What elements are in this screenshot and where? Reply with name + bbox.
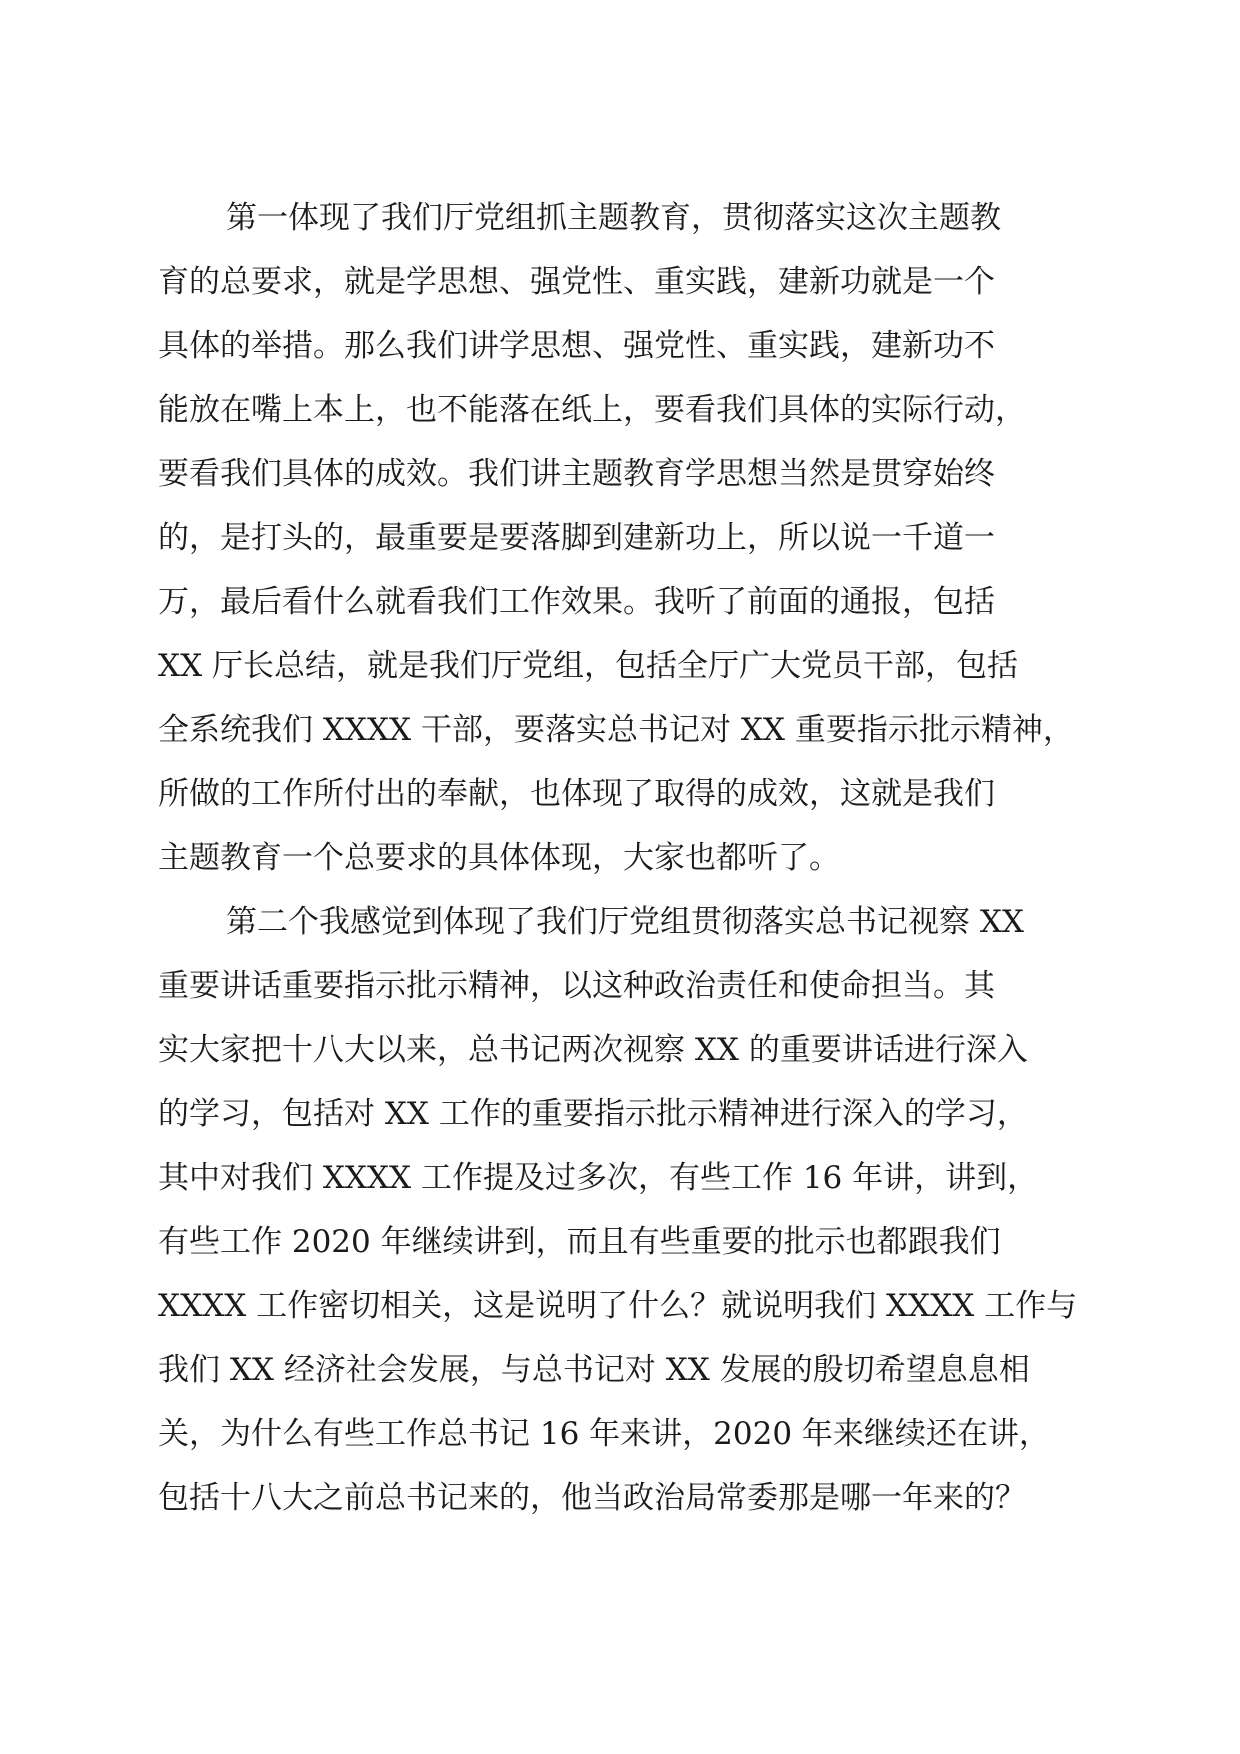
paragraph-line: 万，最后看什么就看我们工作效果。我听了前面的通报，包括 — [158, 584, 995, 620]
paragraph-line: 第一体现了我们厅党组抓主题教育，贯彻落实这次主题教 — [226, 200, 1001, 236]
paragraph-line: 具体的举措。那么我们讲学思想、强党性、重实践，建新功不 — [158, 328, 995, 364]
paragraph-line: 主题教育一个总要求的具体体现，大家也都听了。 — [158, 840, 840, 876]
paragraph-line: 所做的工作所付出的奉献，也体现了取得的成效，这就是我们 — [158, 776, 995, 812]
paragraph-line: 关，为什么有些工作总书记 16 年来讲，2020 年来继续还在讲， — [158, 1416, 1050, 1452]
paragraph-line: 育的总要求，就是学思想、强党性、重实践，建新功就是一个 — [158, 264, 995, 300]
paragraph-line: XXXX 工作密切相关，这是说明了什么？就说明我们 XXXX 工作与 — [158, 1288, 1078, 1324]
paragraph-line: 能放在嘴上本上，也不能落在纸上，要看我们具体的实际行动， — [158, 392, 1026, 428]
paragraph-line: 包括十八大之前总书记来的，他当政治局常委那是哪一年来的？ — [158, 1480, 1026, 1516]
paragraph-line: 实大家把十八大以来，总书记两次视察 XX 的重要讲话进行深入 — [158, 1032, 1028, 1068]
paragraph-line: 其中对我们 XXXX 工作提及过多次，有些工作 16 年讲，讲到， — [158, 1160, 1039, 1196]
paragraph-line: 有些工作 2020 年继续讲到，而且有些重要的批示也都跟我们 — [158, 1224, 1001, 1260]
paragraph-line: 的，是打头的，最重要是要落脚到建新功上，所以说一千道一 — [158, 520, 995, 556]
paragraph-line: 重要讲话重要指示批示精神，以这种政治责任和使命担当。其 — [158, 968, 995, 1004]
paragraph-line: 要看我们具体的成效。我们讲主题教育学思想当然是贯穿始终 — [158, 456, 995, 492]
paragraph-line: 全系统我们 XXXX 干部，要落实总书记对 XX 重要指示批示精神， — [158, 712, 1074, 748]
paragraph-line: 第二个我感觉到体现了我们厅党组贯彻落实总书记视察 XX — [226, 904, 1024, 940]
paragraph-line: 我们 XX 经济社会发展，与总书记对 XX 发展的殷切希望息息相 — [158, 1352, 1030, 1388]
paragraph-line: 的学习，包括对 XX 工作的重要指示批示精神进行深入的学习， — [158, 1096, 1028, 1132]
paragraph-line: XX 厅长总结，就是我们厅党组，包括全厅广大党员干部，包括 — [158, 648, 1018, 684]
